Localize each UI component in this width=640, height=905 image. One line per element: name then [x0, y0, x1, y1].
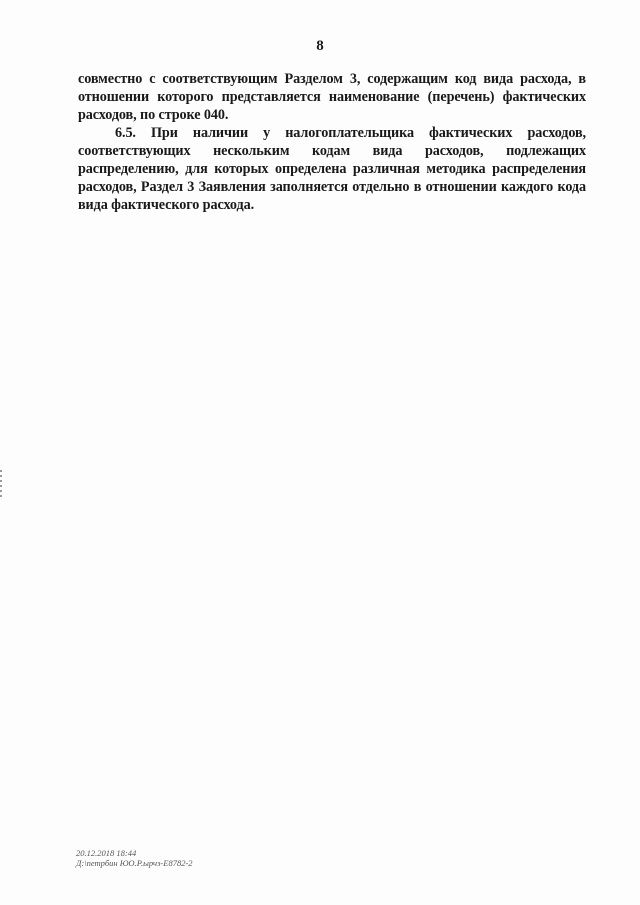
footer-timestamp: 20.12.2018 18:44: [76, 848, 137, 858]
scan-edge-mark: [0, 470, 2, 498]
paragraph-number: 6.5.: [115, 125, 136, 141]
page-number: 8: [316, 38, 324, 54]
paragraph-continuation: совместно с соответствующим Разделом 3, содержащим код вида расхода, в отношении которого представляется наименование (перечень) фактических расходов, по строке 040.: [78, 71, 586, 123]
footer-file-ref: Д:\петрбин ЮО.Р.ырчз-Е8782-2: [76, 858, 193, 868]
document-footer: [76, 848, 193, 868]
document-body: [78, 70, 586, 214]
paragraph-6-5: [78, 124, 586, 214]
paragraph-text: При наличии у налогоплательщика фактических расходов, соответствующих нескольким кодам вида расходов, подлежащих распределению, для которых определена различная методика распределения расходов, Раздел 3 Заявления заполняется отдельно в отношении каждого кода вида фактического расхода.: [78, 125, 587, 213]
